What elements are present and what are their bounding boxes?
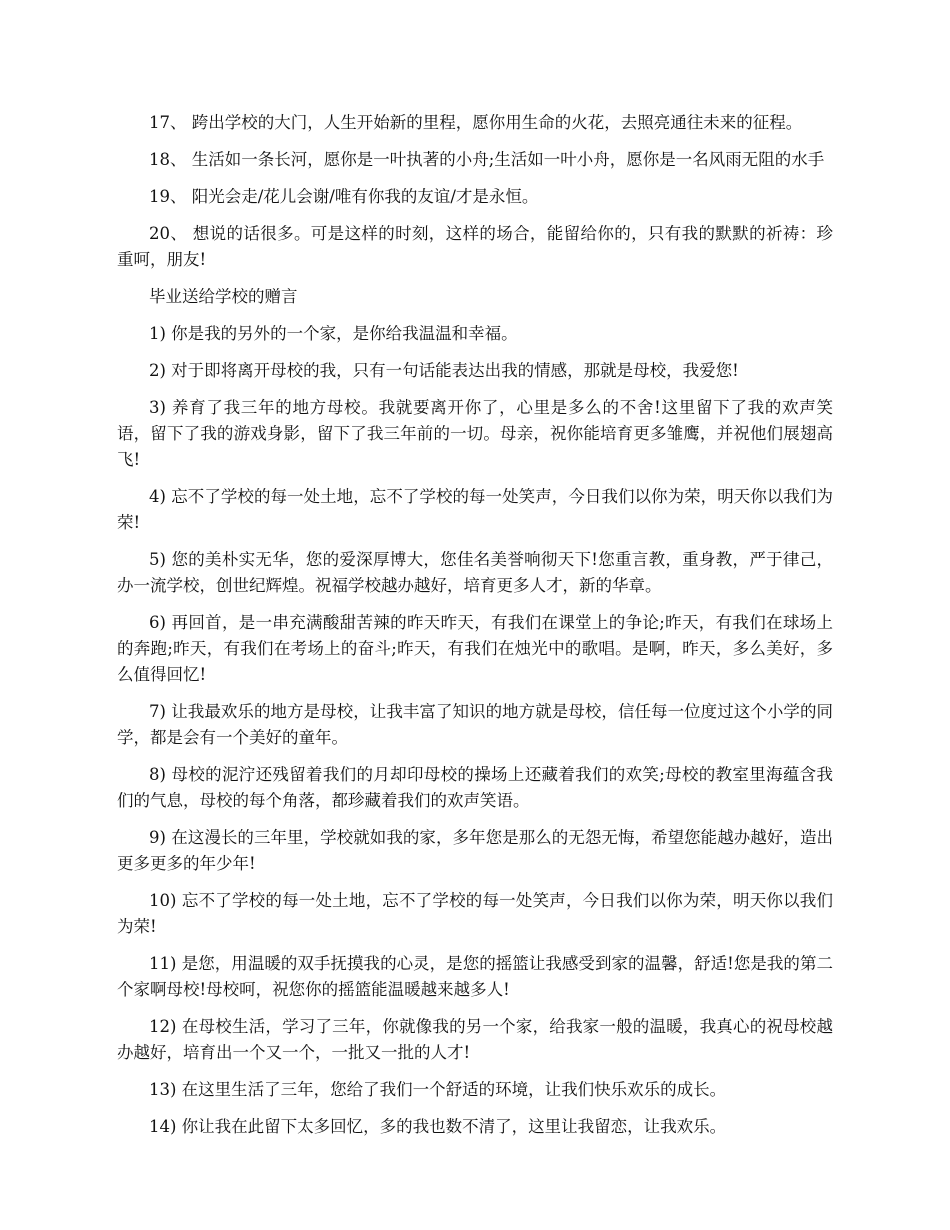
list-item-3: 3) 养育了我三年的地方母校。我就要离开你了，心里是多么的不舍!这里留下了我的欢声笑语，留下了我的游戏身影，留下了我三年前的一切。母亲，祝你能培育更多雏鹰，并祝他们展翅高飞! xyxy=(117,398,833,469)
list-item-7: 7) 让我最欢乐的地方是母校，让我丰富了知识的地方就是母校，信任每一位度过这个小学的同学，都是会有一个美好的童年。 xyxy=(117,702,833,747)
paragraph-19: 19、 阳光会走/花儿会谢/唯有你我的友谊/才是永恒。 xyxy=(149,187,539,206)
section-heading: 毕业送给学校的赠言 xyxy=(149,287,298,306)
list-item-4: 4) 忘不了学校的每一处土地，忘不了学校的每一处笑声，今日我们以你为荣，明天你以我们为荣! xyxy=(117,487,833,532)
paragraph-20: 20、 想说的话很多。可是这样的时刻，这样的场合，能留给你的，只有我的默默的祈祷：珍重呵，朋友! xyxy=(117,224,833,269)
list-item-12: 12) 在母校生活，学习了三年，你就像我的另一个家，给我家一般的温暖，我真心的祝母校越办越好，培育出一个又一个，一批又一批的人才! xyxy=(117,1017,833,1062)
list-item-13: 13) 在这里生活了三年，您给了我们一个舒适的环境，让我们快乐欢乐的成长。 xyxy=(149,1080,727,1099)
list-item-6: 6) 再回首，是一串充满酸甜苦辣的昨天昨天，有我们在课堂上的争论;昨天，有我们在球场上的奔跑;昨天，有我们在考场上的奋斗;昨天，有我们在烛光中的歌唱。是啊，昨天，多么美好，多么值得回忆! xyxy=(117,613,833,684)
list-item-11: 11) 是您，用温暖的双手抚摸我的心灵，是您的摇篮让我感受到家的温馨，舒适!您是我的第二个家啊母校!母校呵，祝您你的摇篮能温暖越来越多人! xyxy=(117,954,833,999)
document-body xyxy=(117,110,833,1151)
list-item-14: 14) 你让我在此留下太多回忆，多的我也数不清了，这里让我留恋，让我欢乐。 xyxy=(149,1117,727,1136)
list-item-1: 1) 你是我的另外的一个家，是你给我温温和幸福。 xyxy=(149,324,518,343)
list-item-10: 10) 忘不了学校的每一处土地，忘不了学校的每一处笑声，今日我们以你为荣，明天你以我们为荣! xyxy=(117,891,833,936)
list-item-2: 2) 对于即将离开母校的我，只有一句话能表达出我的情感，那就是母校，我爱您! xyxy=(149,361,739,380)
paragraph-17: 17、 跨出学校的大门，人生开始新的里程，愿你用生命的火花，去照亮通往未来的征程。 xyxy=(149,113,803,132)
list-item-8: 8) 母校的泥泞还残留着我们的月却印母校的操场上还藏着我们的欢笑;母校的教室里海蕴含我们的气息，母校的每个角落，都珍藏着我们的欢声笑语。 xyxy=(117,765,833,810)
list-item-9: 9) 在这漫长的三年里，学校就如我的家，多年您是那么的无怨无悔，希望您能越办越好，造出更多更多的年少年! xyxy=(117,828,833,873)
paragraph-18: 18、 生活如一条长河，愿你是一叶执著的小舟;生活如一叶小舟，愿你是一名风雨无阻的水手 xyxy=(149,150,825,169)
list-item-5: 5) 您的美朴实无华，您的爱深厚博大，您佳名美誉响彻天下!您重言教，重身教，严于律己，办一流学校，创世纪辉煌。祝福学校越办越好，培育更多人才，新的华章。 xyxy=(117,550,833,595)
